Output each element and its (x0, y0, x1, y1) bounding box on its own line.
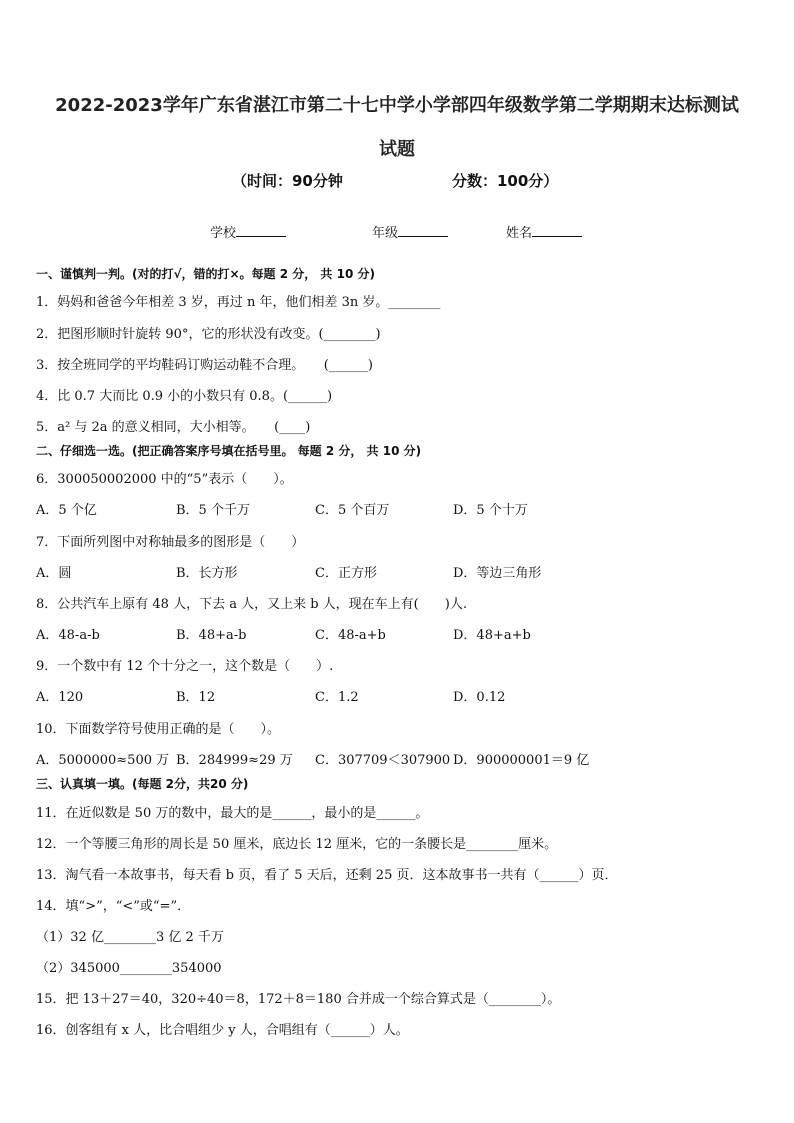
q8-option-b[interactable]: B．48+a-b (176, 628, 247, 643)
title-line-2: 试题 (379, 139, 415, 160)
question-8: 8．公共汽车上原有 48 人，下去 a 人，又上来 b 人，现在车上有( )人. (36, 597, 467, 612)
grade-blank[interactable] (398, 222, 448, 237)
name-blank[interactable] (532, 222, 582, 237)
q10-option-b[interactable]: B．284999≈29 万 (176, 753, 293, 768)
q10-option-d[interactable]: D．900000001＝9 亿 (453, 753, 590, 768)
grade-field (372, 222, 448, 241)
q6-option-c[interactable]: C．5 个百万 (315, 503, 390, 518)
school-label: 学校 (210, 226, 237, 241)
question-15: 15．把 13＋27＝40，320÷40＝8，172＋8＝180 合并成一个综合算式是（________）。 (36, 992, 561, 1007)
section-heading-3: 三、认真填一填。(每题 2分，共20 分) (36, 777, 249, 791)
q8-option-a[interactable]: A．48-a-b (36, 628, 100, 643)
grade-label: 年级 (372, 226, 399, 241)
q9-option-a[interactable]: A．120 (36, 690, 84, 705)
q10-option-a[interactable]: A．5000000≈500 万 (36, 753, 170, 768)
q9-option-b[interactable]: B．12 (176, 690, 216, 705)
question-11: 11．在近似数是 50 万的数中，最大的是______，最小的是______。 (36, 806, 429, 821)
q10-option-c[interactable]: C．307709＜307900 (315, 753, 451, 768)
question-14: 14．填“>”，“<”或“=”． (36, 899, 191, 914)
title-line-1: 2022-2023学年广东省湛江市第二十七中学小学部四年级数学第二学期期末达标测试 (55, 95, 739, 116)
question-14-part-1: （1）32 亿________3 亿 2 千万 (36, 930, 224, 945)
question-6: 6．300050002000 中的“5”表示（ ）。 (36, 472, 293, 487)
question-13: 13．淘气看一本故事书，每天看 b 页，看了 5 天后，还剩 25 页．这本故事书一共有（______）页． (36, 868, 618, 883)
q6-option-b[interactable]: B．5 个千万 (176, 503, 250, 518)
question-1: 1．妈妈和爸爸今年相差 3 岁，再过 n 年，他们相差 3n 岁。________ (36, 295, 441, 310)
q8-option-c[interactable]: C．48-a+b (315, 628, 386, 643)
q8-option-d[interactable]: D．48+a+b (453, 628, 531, 643)
question-10: 10．下面数学符号使用正确的是（ ）。 (36, 722, 281, 737)
question-2: 2．把图形顺时针旋转 90°，它的形状没有改变。(________) (36, 327, 381, 342)
section-heading-2: 二、仔细选一选。(把正确答案序号填在括号里。 每题 2 分， 共 10 分) (36, 444, 422, 458)
question-12: 12．一个等腰三角形的周长是 50 厘米，底边长 12 厘米，它的一条腰长是________厘米。 (36, 837, 558, 852)
question-5: 5．a² 与 2a 的意义相同，大小相等。 (____) (36, 420, 311, 435)
q7-option-a[interactable]: A．圆 (36, 566, 72, 581)
q7-option-c[interactable]: C．正方形 (315, 566, 377, 581)
q9-option-c[interactable]: C．1.2 (315, 690, 359, 705)
name-field (506, 222, 582, 241)
question-4: 4．比 0.7 大而比 0.9 小的小数只有 0.8。(______) (36, 389, 333, 404)
q6-option-d[interactable]: D．5 个十万 (453, 503, 528, 518)
q9-option-d[interactable]: D．0.12 (453, 690, 506, 705)
document-title (30, 84, 764, 172)
q6-option-a[interactable]: A．5 个亿 (36, 503, 97, 518)
school-field (210, 222, 286, 241)
question-14-part-2: （2）345000________354000 (36, 961, 222, 976)
exam-score: 分数：100分） (452, 172, 559, 190)
q7-option-d[interactable]: D．等边三角形 (453, 566, 542, 581)
school-blank[interactable] (236, 222, 286, 237)
name-label: 姓名 (506, 226, 533, 241)
question-16: 16．创客组有 x 人，比合唱组少 y 人，合唱组有（______）人。 (36, 1023, 409, 1038)
question-3: 3．按全班同学的平均鞋码订购运动鞋不合理。 (______) (36, 358, 373, 373)
q7-option-b[interactable]: B．长方形 (176, 566, 238, 581)
question-7: 7．下面所列图中对称轴最多的图形是（ ） (36, 535, 305, 550)
section-heading-1: 一、谨慎判一判。(对的打√，错的打×。每题 2 分， 共 10 分) (36, 267, 375, 281)
exam-time: （时间：90分钟 (232, 172, 343, 190)
question-9: 9．一个数中有 12 个十分之一，这个数是（ ）. (36, 659, 334, 674)
